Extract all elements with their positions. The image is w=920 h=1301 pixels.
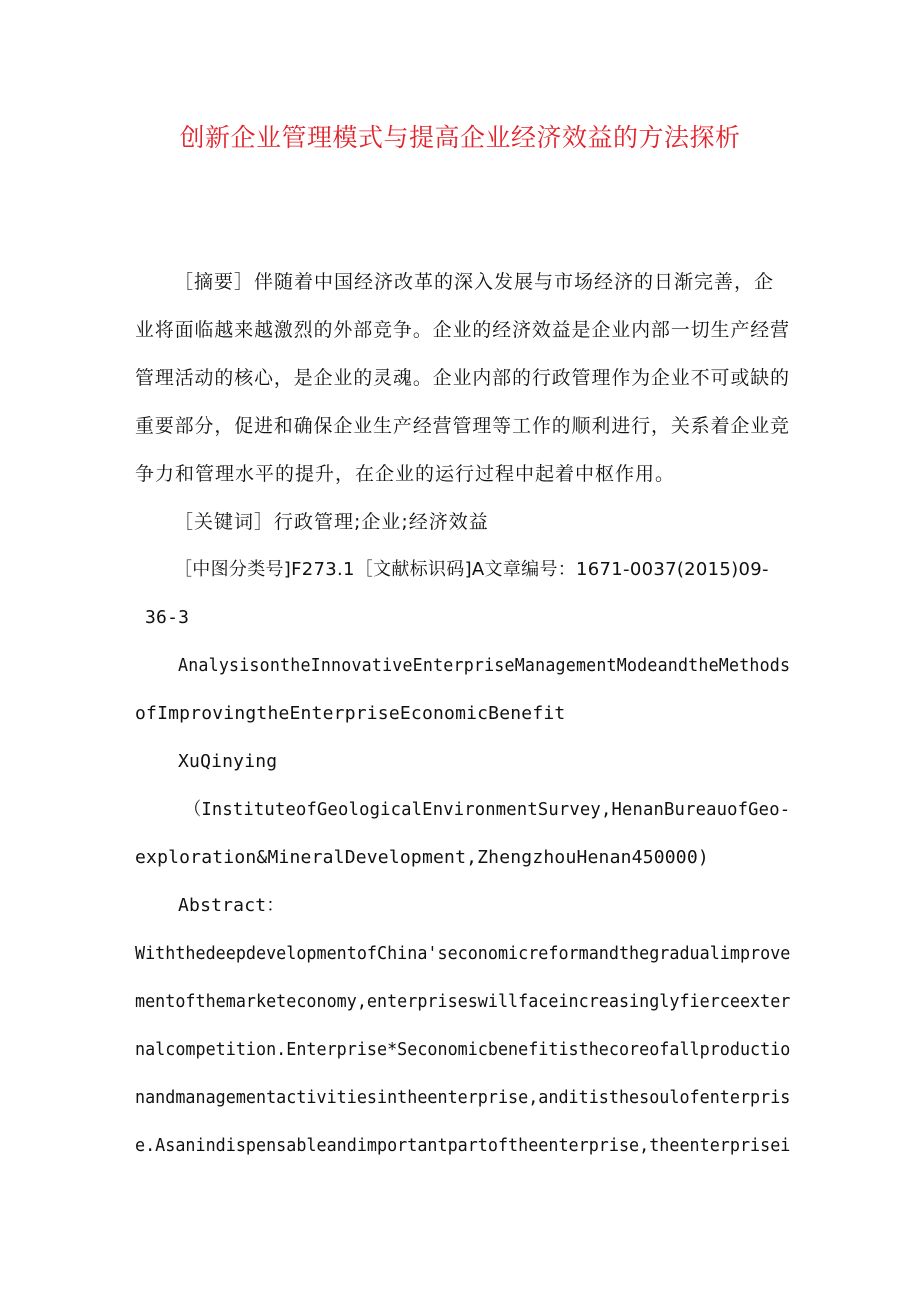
abstract-cn-line-4: 重要部分，促进和确保企业生产经营管理等工作的顺利进行，关系着企业竞	[135, 415, 790, 437]
abstract-en-label: Abstract：	[178, 895, 285, 916]
affiliation-line-1: （InstituteofGeologicalEnvironmentSurvey,HenanBureauofGeo-	[184, 799, 791, 820]
abstract-cn-line-1: ［摘要］伴随着中国经济改革的深入发展与市场经济的日渐完善，企	[174, 271, 775, 293]
english-title-line-2: ofImprovingtheEnterpriseEconomicBenefit	[135, 703, 566, 724]
abstract-en-line-4: nandmanagementactivitiesintheenterprise,anditisthesoulofenterpris	[135, 1087, 791, 1108]
classification-line-1: ［中图分类号]F273.1［文献标识码]A文章编号：1671-0037(2015)09-	[174, 559, 769, 580]
author-name: XuQinying	[178, 751, 278, 772]
abstract-en-line-2: mentofthemarketeconomy,enterpriseswillfaceincreasinglyfierceexter	[135, 991, 791, 1012]
english-title-line-1: AnalysisontheInnovativeEnterpriseManagementModeandtheMethods	[178, 655, 791, 676]
keywords-line: ［关键词］行政管理;企业;经济效益	[174, 511, 489, 533]
classification-line-2: 36-3	[145, 607, 190, 628]
affiliation-line-2: exploration&MineralDevelopment,ZhengzhouHenan450000)	[135, 847, 709, 868]
abstract-cn-line-2: 业将面临越来越激烈的外部竞争。企业的经济效益是企业内部一切生产经营	[135, 319, 790, 341]
abstract-cn-line-5: 争力和管理水平的提升，在企业的运行过程中起着中枢作用。	[135, 463, 676, 485]
document-title: 创新企业管理模式与提高企业经济效益的方法探析	[179, 123, 741, 152]
abstract-en-line-3: nalcompetition.Enterprise*Seconomicbenefitisthecoreofallproductio	[135, 1039, 791, 1060]
abstract-cn-line-3: 管理活动的核心，是企业的灵魂。企业内部的行政管理作为企业不可或缺的	[135, 367, 790, 389]
abstract-en-line-1: WiththedeepdevelopmentofChina'seconomicreformandthegradualimprove	[135, 943, 791, 964]
abstract-en-line-5: e.Asanindispensableandimportantpartoftheenterprise,theenterprisei	[135, 1135, 791, 1156]
